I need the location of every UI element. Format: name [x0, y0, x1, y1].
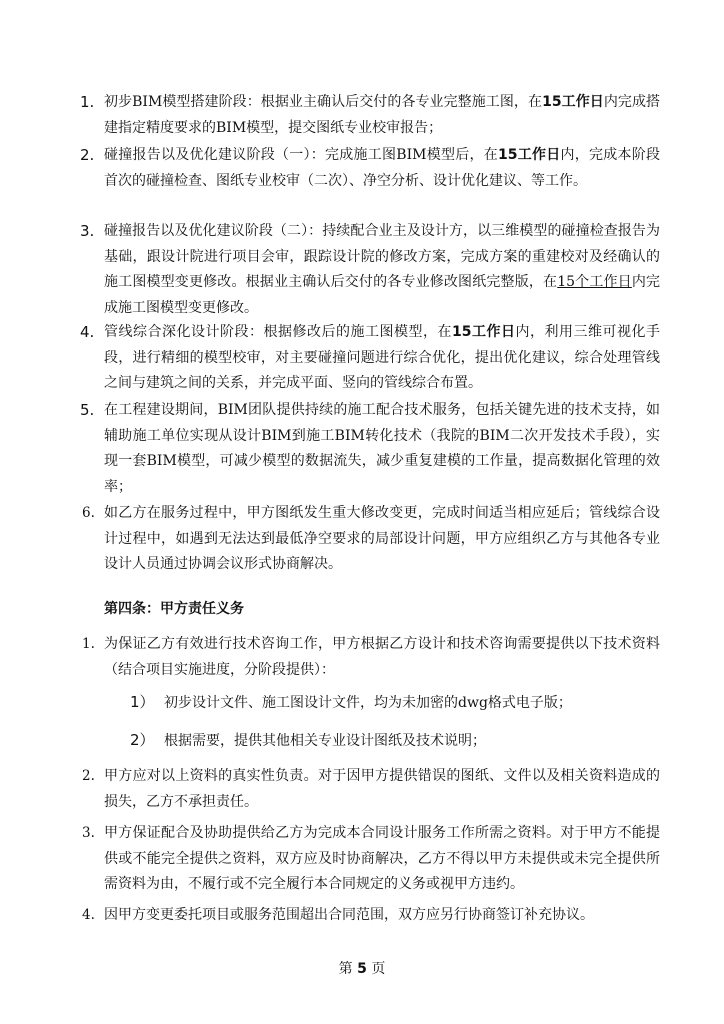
item-text: 碰撞报告以及优化建议阶段（二）：持续配合业主及设计方，以三维模型的碰撞检查报告为基础，跟设计院进行项目会审，跟踪设计院的修改方案，完成方案的重建校对及经确认的施工图模型变更修改。根据业主确认后交付的各专业修改图纸完整版，在 [104, 223, 660, 290]
list-item [82, 764, 660, 815]
list-item [82, 821, 660, 898]
list-item [80, 320, 661, 397]
sub-list-item [130, 728, 650, 754]
item-number: 5. [80, 401, 95, 419]
item-text: 甲方应对以上资料的真实性负责。对于因甲方提供错误的图纸、文件以及相关资料造成的损失，乙方不承担责任。 [104, 768, 660, 810]
page-number-prefix: 第 [338, 961, 353, 977]
list-item [82, 632, 660, 683]
item-number: 2. [82, 768, 95, 784]
item-number: 2. [80, 146, 95, 164]
item-number: 6. [82, 505, 95, 521]
list-item [82, 501, 660, 578]
item-text: 甲方保证配合及协助提供给乙方为完成本合同设计服务工作所需之资料。对于甲方不能提供或不能完全提供之资料，双方应及时协商解决，乙方不得以甲方未提供或未完全提供所需资料为由，不履行或不完全履行本合同规定的义务或视甲方违约。 [104, 825, 660, 892]
item-text: 碰撞报告以及优化建议阶段（一）：完成施工图BIM模型后，在 [104, 147, 498, 163]
item-number: 4. [82, 907, 95, 923]
sub-item-number: 2） [130, 731, 155, 749]
item-number: 3. [82, 825, 95, 841]
item-text: 为保证乙方有效进行技术咨询工作，甲方根据乙方设计和技术咨询需要提供以下技术资料（结合项目实施进度，分阶段提供）： [104, 636, 660, 678]
item-text: 在工程建设期间，BIM团队提供持续的施工配合技术服务，包括关键先进的技术支持，如辅助施工单位实现从设计BIM到施工BIM转化技术（我院的BIM二次开发技术手段），实现一套BIM模型，可减少模型的数据流失，减少重复建模的工作量，提高数据化管理的效率； [104, 402, 660, 495]
item-text: 内完成施工图模型变更修改。 [104, 274, 661, 316]
page-number-value: 5 [357, 961, 367, 977]
deadline-bold: 15工作日 [497, 147, 561, 163]
sub-item-text: 初步设计文件、施工图设计文件，均为未加密的dwg格式电子版； [164, 695, 572, 711]
list-item [80, 219, 661, 321]
item-number: 3. [80, 222, 95, 240]
sub-item-text: 根据需要，提供其他相关专业设计图纸及技术说明； [164, 733, 486, 749]
item-text: 初步BIM模型搭建阶段：根据业主确认后交付的各专业完整施工图，在 [104, 94, 543, 110]
sub-list-item [130, 690, 650, 716]
list-item [80, 143, 661, 194]
page-number [0, 958, 724, 978]
item-text: 如乙方在服务过程中，甲方图纸发生重大修改变更，完成时间适当相应延后；管线综合设计过程中，如遇到无法达到最低净空要求的局部设计问题，甲方应组织乙方与其他各专业设计人员通过协调会议形式协商解决。 [104, 505, 660, 572]
list-item [82, 903, 660, 929]
list-item [80, 398, 660, 500]
list-item [80, 90, 661, 141]
item-text: 内，完成本阶段首次的碰撞检查、图纸专业校审（二次）、净空分析、设计优化建议、等工作。 [104, 147, 661, 189]
page-number-suffix: 页 [371, 961, 386, 977]
item-text: 管线综合深化设计阶段：根据修改后的施工图模型，在 [104, 324, 453, 340]
deadline-underlined: 15个工作日 [557, 274, 632, 290]
item-number: 1. [82, 636, 95, 652]
section-heading: 第四条：甲方责任义务 [104, 601, 244, 617]
item-text: 因甲方变更委托项目或服务范围超出合同范围，双方应另行协商签订补充协议。 [104, 907, 594, 923]
item-text: 内，利用三维可视化手段，进行精细的模型校审，对主要碰撞问题进行综合优化，提出优化建议，综合处理管线之间与建筑之间的关系，并完成平面、竖向的管线综合布置。 [104, 324, 661, 391]
sub-item-number: 1） [130, 693, 155, 711]
item-text: 内完成搭建指定精度要求的BIM模型，提交图纸专业校审报告； [104, 94, 661, 136]
item-number: 1. [80, 93, 95, 111]
item-number: 4. [80, 323, 95, 341]
deadline-bold: 15工作日 [452, 324, 516, 340]
deadline-bold: 15工作日 [542, 94, 604, 110]
